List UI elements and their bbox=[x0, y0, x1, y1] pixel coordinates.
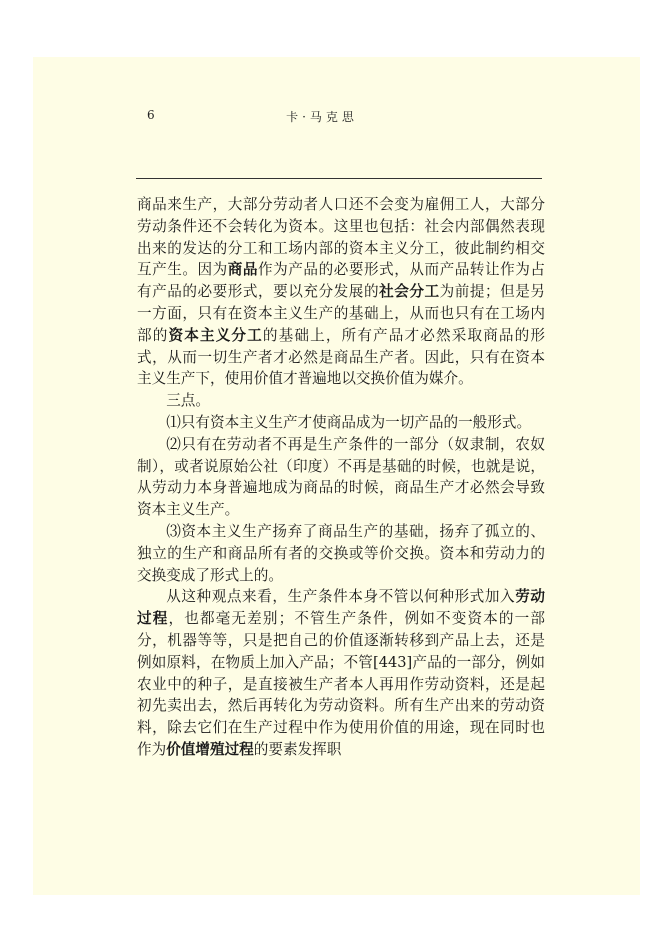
bold-term: 社会分工 bbox=[379, 283, 440, 301]
paragraph: ⑴只有资本主义生产才使商品成为一切产品的一般形式。 bbox=[166, 413, 532, 431]
paragraph: 三点。 bbox=[166, 392, 210, 410]
bold-term: 资本主义分工 bbox=[168, 326, 263, 344]
text-run: 商品来生产，大部分劳动者人口还不会变为雇佣工人，大部分劳动条件还不会转化为资本。这里也包括：社会内部偶然表现出来的发达的分工和工场内部的资本主义分工，彼此制约相交互产生。因为 bbox=[137, 196, 545, 279]
page-body bbox=[137, 194, 545, 761]
paragraph bbox=[137, 586, 545, 760]
bold-term: 价值增殖过程 bbox=[166, 740, 254, 758]
text-run: 作为产品的必要形式，从而产品转让作为占有产品的必要形式，要以充分发展的 bbox=[137, 261, 545, 301]
paragraph: ⑵只有在劳动者不再是生产条件的一部分（奴隶制，农奴制），或者说原始公社（印度）不再是基础的时候，也就是说，从劳动力本身普遍地成为商品的时候，商品生产才必然会导致资本主义生产。 bbox=[137, 435, 545, 519]
text-run: 的要素发挥职 bbox=[253, 740, 342, 758]
header-rule bbox=[136, 178, 542, 179]
text-run: 的基础上，所有产品才必然采取商品的形式，从而一切生产者才必然是商品生产者。因此，只有在资本主义生产下，使用价值才普遍地以交换价值为媒介。 bbox=[137, 326, 545, 388]
paragraph bbox=[137, 194, 545, 390]
bold-term: 劳动过程 bbox=[137, 588, 545, 628]
page-header bbox=[103, 104, 541, 126]
text-run: ，也都毫无差别；不管生产条件，例如不变资本的一部分，机器等等，只是把自己的价值逐渐转移到产品上去，还是例如原料，在物质上加入产品；不管[443]产品的一部分，例如农业中的种子，是直接被生产者本人再用作劳动资料，还是起初先卖出去，然后再转化为劳动资料。所有生产出来的劳动资料，除去它们在生产过程中作为使用价值的用途，现在同时也作为 bbox=[137, 610, 545, 758]
page-number: 6 bbox=[147, 108, 155, 122]
bold-term: 商品 bbox=[227, 261, 259, 279]
paragraph: ⑶资本主义生产扬弃了商品生产的基础，扬弃了孤立的、独立的生产和商品所有者的交换或等价交换。资本和劳动力的交换变成了形式上的。 bbox=[137, 522, 545, 584]
text-run: 从这种观点来看，生产条件本身不管以何种形式加入 bbox=[166, 588, 516, 606]
text-run: 为前提；但是另一方面，只有在资本主义生产的基础上，从而也只有在工场内部的 bbox=[137, 283, 545, 344]
running-title: 卡·马克思 bbox=[286, 110, 358, 124]
